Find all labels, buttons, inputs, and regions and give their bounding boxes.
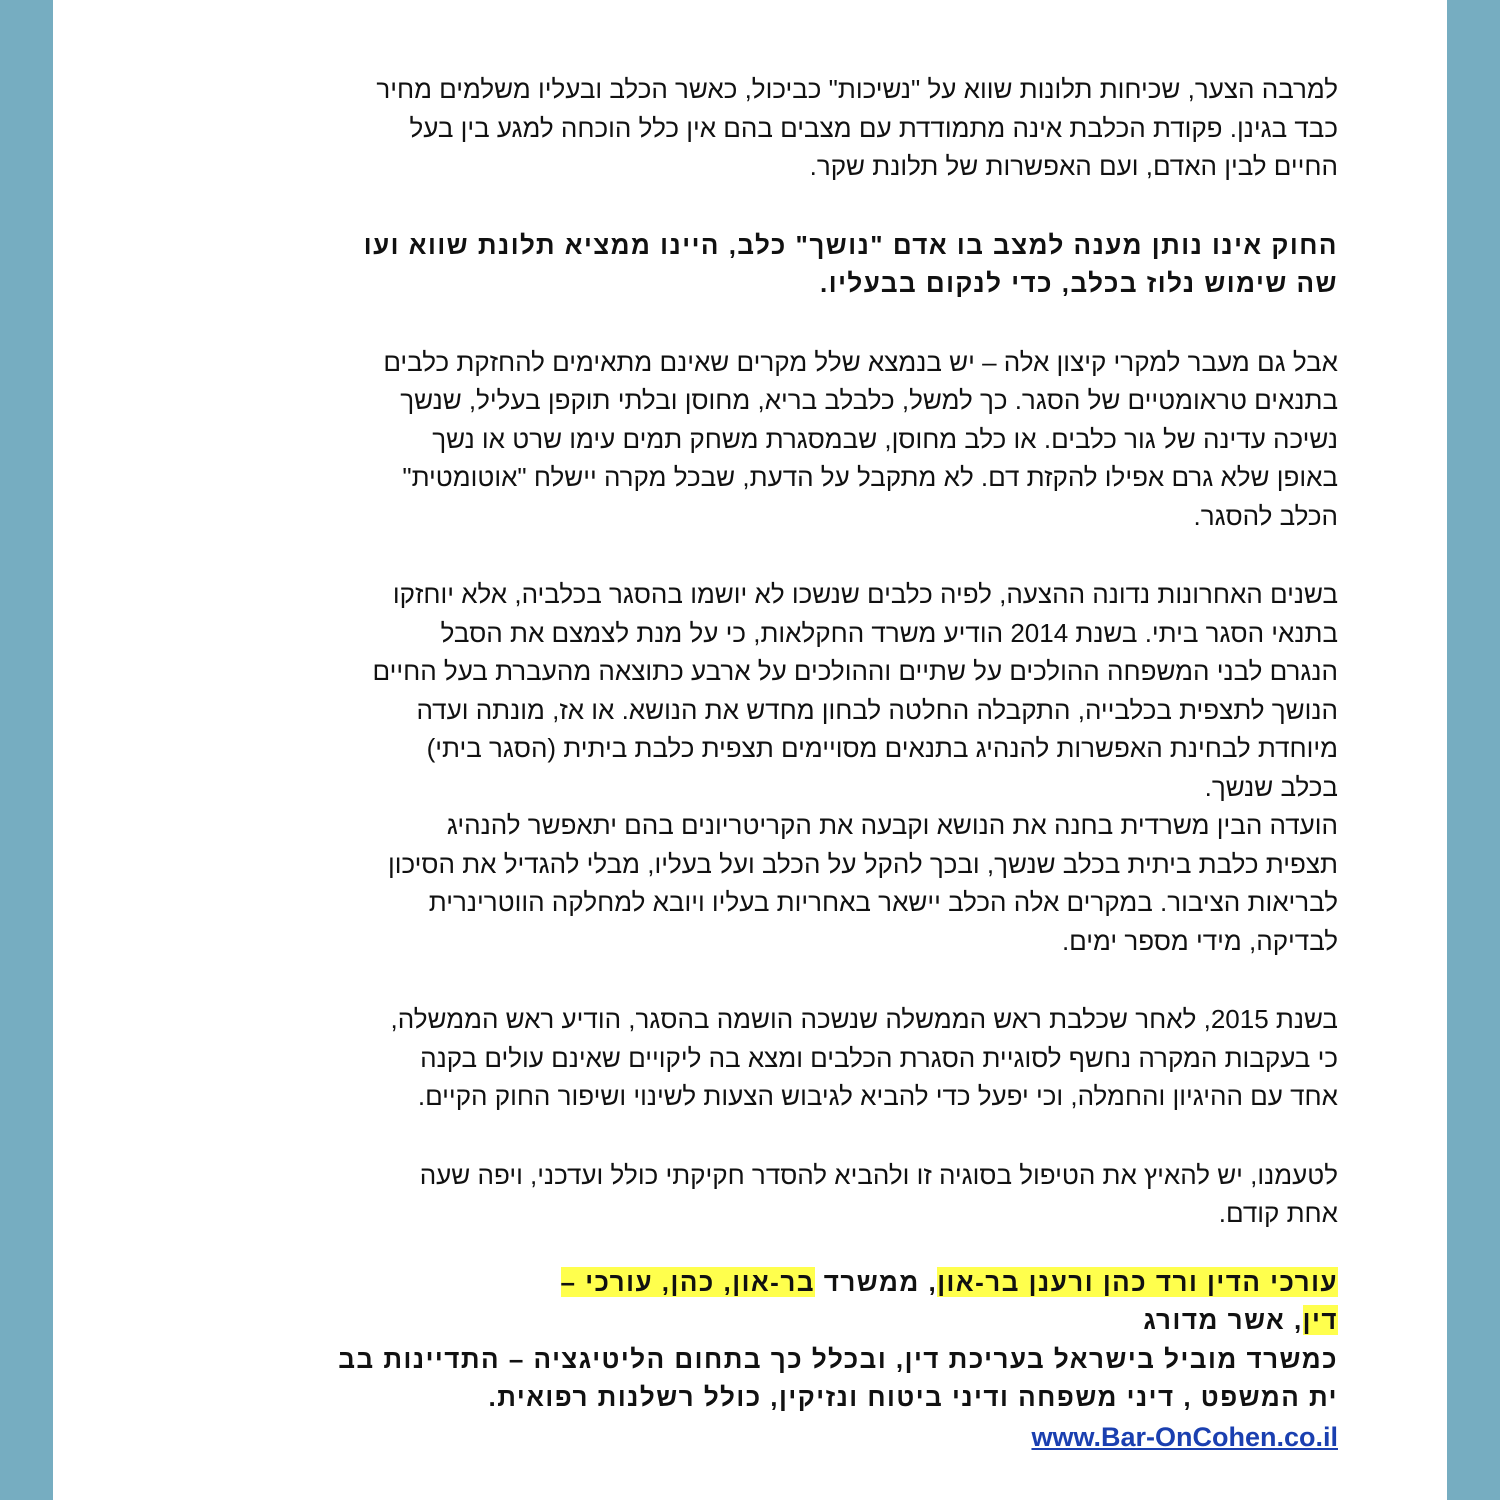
signature-text: , ממשרד: [814, 1266, 938, 1297]
text-line: באופן שלא גרם אפילו להקזת דם. לא מתקבל על הדעת, שבכל מקרה יישלח "אוטומטית": [402, 462, 1338, 492]
paragraph-bold-law: [298, 226, 1338, 303]
paragraph-conclusion: [298, 1156, 1338, 1233]
text-line: תצפית כלבת ביתית בכלב שנשך, ובכך להקל על הכלב ועל בעליו, מבלי להגדיל את הסיכון: [388, 848, 1338, 879]
highlight-din: דין: [1302, 1305, 1338, 1335]
paragraph-prime-minister: [298, 1000, 1338, 1116]
text-line: למרבה הצער, שכיחות תלונות שווא על "נשיכות" כביכול, כאשר הכלב ובעליו משלמים מחיר: [376, 74, 1338, 104]
paragraph-extreme-cases: [298, 343, 1338, 536]
signature-text: , אשר מדורג: [1143, 1305, 1303, 1335]
text-line: אחת קודם.: [1218, 1198, 1338, 1228]
document-page: [53, 0, 1447, 1500]
text-line: אבל גם מעבר למקרי קיצון אלה – יש בנמצא שלל מקרים שאינם מתאימים להחזקת כלבים: [383, 346, 1338, 377]
text-line: בשנת 2015, לאחר שכלבת ראש הממשלה שנשכה הושמה בהסגר, הודיע ראש הממשלה,: [390, 1004, 1338, 1034]
text-line: לבדיקה, מידי מספר ימים.: [1061, 925, 1338, 956]
firm-description-line: כמשרד מוביל בישראל בעריכת דין, ובכלל כך בתחום הליטיגציה – התדיינות בב: [338, 1343, 1338, 1374]
text-line: כי בעקבות המקרה נחשף לסוגיית הסגרת הכלבים ומצא בה ליקויים שאינם עולים בקנה: [420, 1042, 1338, 1073]
highlight-lawyers-names: עורכי הדין ורד כהן ורענן בר-און: [937, 1266, 1338, 1297]
text-line: נשיכה עדינה של גור כלבים. או כלב מחוסן, שבמסגרת משחק תמים עימו שרט או נשך: [432, 423, 1338, 454]
text-line: בתנאים טראומטיים של הסגר. כך למשל, כלבלב בריא, מחוסן ובלתי תוקפן בעליל, שנשך: [400, 385, 1338, 415]
paragraph-false-complaints: [298, 70, 1338, 186]
text-line: החוק אינו נותן מענה למצב בו אדם "נושך" כלב, היינו ממציא תלונת שווא ועו: [363, 229, 1338, 260]
signature-block: [298, 1263, 1338, 1417]
firm-description-line: ית המשפט , דיני משפחה ודיני ביטוח ונזיקין, כולל רשלנות רפואית.: [488, 1382, 1338, 1412]
paragraph-committee: [298, 806, 1338, 960]
text-line: החיים לבין האדם, ועם האפשרות של תלונת שקר.: [809, 151, 1338, 181]
website-link[interactable]: www.Bar-OnCohen.co.il: [1031, 1421, 1338, 1452]
text-line: הכלב להסגר.: [1193, 500, 1338, 531]
text-line: הועדה הבין משרדית בחנה את הנושא וקבעה את הקריטריונים בהם יתאפשר להנהיג: [446, 810, 1338, 840]
text-line: לבריאות הציבור. במקרים אלה הכלב יישאר באחריות בעליו ויובא למחלקה הווטרינרית: [428, 887, 1338, 917]
text-line: הנושך לתצפית בכלבייה, התקבלה החלטה לבחון מחדש את הנושא. או אז, מונתה ועדה: [416, 694, 1338, 725]
text-line: בתנאי הסגר ביתי. בשנת 2014 הודיע משרד החקלאות, כי על מנת לצמצם את הסבל: [440, 617, 1338, 648]
paragraph-home-quarantine: [298, 575, 1338, 806]
text-line: כבד בגינן. פקודת הכלבת אינה מתמודדת עם מצבים בהם אין כלל הוכחה למגע בין בעל: [409, 112, 1338, 143]
signature-line: [298, 1263, 1338, 1302]
signature-line: [298, 1301, 1338, 1340]
text-line: בכלב שנשך.: [1204, 771, 1338, 802]
text-line: מיוחדת לבחינת האפשרות להנהיג בתנאים מסויימים תצפית כלבת ביתית (הסגר ביתי): [426, 733, 1338, 763]
text-line: הנגרם לבני המשפחה ההולכים על שתיים וההולכים על ארבע כתוצאה מהעברת בעל החיים: [372, 656, 1338, 686]
text-line: שה שימוש נלוז בכלב, כדי לנקום בבעליו.: [820, 268, 1338, 298]
text-line: אחד עם ההיגיון והחמלה, וכי יפעל כדי להביא לגיבוש הצעות לשינוי ושיפור החוק הקיים.: [417, 1081, 1338, 1111]
text-line: לטעמנו, יש להאיץ את הטיפול בסוגיה זו ולהביא להסדר חקיקתי כולל ועדכני, ויפה שעה: [419, 1159, 1338, 1190]
article-body: [298, 70, 1338, 1457]
highlight-firm-name: בר-און, כהן, עורכי –: [560, 1266, 815, 1297]
text-line: בשנים האחרונות נדונה ההצעה, לפיה כלבים שנשכו לא יושמו בהסגר בכלביה, אלא יוחזקו: [392, 579, 1338, 609]
